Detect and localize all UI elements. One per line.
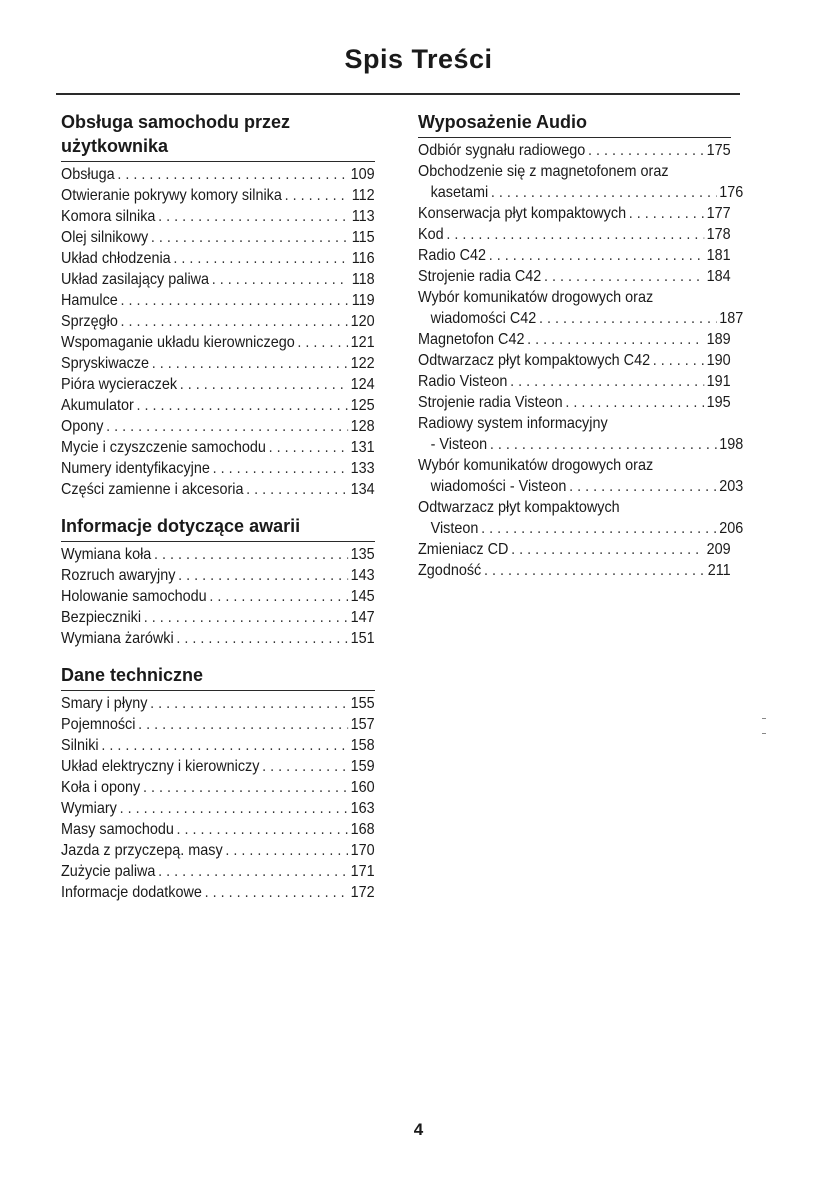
toc-entry-page: 176 <box>719 184 744 201</box>
toc-entry-strojenie-radia-visteon[interactable] <box>418 392 731 413</box>
toc-entry-title: Układ chłodzenia <box>61 250 171 267</box>
toc-entry-page: 122 <box>350 355 375 372</box>
toc-entry-page: 171 <box>350 863 375 880</box>
toc-entry-lead: Wybór komunikatów drogowych oraz <box>418 289 654 306</box>
dot-leader <box>539 308 717 329</box>
toc-entry-page: 121 <box>350 334 375 351</box>
toc-entry-title: Otwieranie pokrywy komory silnika <box>61 187 282 204</box>
dot-leader <box>653 350 704 371</box>
dot-leader <box>151 227 349 248</box>
toc-entry-spryskiwacze[interactable] <box>61 353 375 374</box>
dot-leader <box>490 434 717 455</box>
toc-entry-title: Wymiana koła <box>61 546 152 563</box>
toc-entry-page: 158 <box>350 737 375 754</box>
toc-entry-mycie-i-czyszczenie-samochodu[interactable] <box>61 437 375 458</box>
toc-entry-magnetofon-c42[interactable] <box>418 329 731 350</box>
toc-entry-zuzycie-paliwa[interactable] <box>61 861 375 882</box>
toc-entry-wiadomosci-visteon[interactable] <box>418 476 743 497</box>
toc-entry-page: 135 <box>350 546 375 563</box>
section-heading: Wyposażenie Audio <box>418 110 731 138</box>
toc-entry-title: - Visteon <box>430 436 488 453</box>
toc-entry-page: 131 <box>350 439 375 456</box>
toc-entry-wiadomosci-c42[interactable] <box>418 308 743 329</box>
toc-entry-page: 124 <box>350 376 375 393</box>
toc-entry-title: Komora silnika <box>61 208 156 225</box>
toc-entry-title: Olej silnikowy <box>61 229 149 246</box>
toc-entry-title: Masy samochodu <box>61 821 174 838</box>
toc-entry-title: Silniki <box>61 737 99 754</box>
dot-leader <box>150 693 348 714</box>
toc-entry-title: Wspomaganie układu kierowniczego <box>61 334 295 351</box>
toc-entry-uklad-elektryczny-i-kierowniczy[interactable] <box>61 756 375 777</box>
toc-entry-page: 113 <box>351 208 375 225</box>
toc-entry-lead: Odtwarzacz płyt kompaktowych <box>418 499 620 516</box>
toc-entry-page: 175 <box>706 142 731 159</box>
toc-entry-title: Smary i płyny <box>61 695 148 712</box>
toc-entry-title: Opony <box>61 418 104 435</box>
dot-leader <box>176 628 348 649</box>
toc-entry-sprzeglo[interactable] <box>61 311 375 332</box>
toc-entry-page: 145 <box>350 588 375 605</box>
right-column <box>418 110 744 581</box>
toc-entry-title: Zmieniacz CD <box>418 541 509 558</box>
toc-entry-kod[interactable] <box>418 224 731 245</box>
toc-entry-page: 133 <box>350 460 375 477</box>
toc-entry-title: Koła i opony <box>61 779 141 796</box>
dot-leader <box>205 882 348 903</box>
dot-leader <box>262 756 348 777</box>
toc-entry-visteon[interactable] <box>418 518 743 539</box>
toc-entry-page: 115 <box>351 229 375 246</box>
dot-leader <box>510 371 704 392</box>
toc-entry-title: Kod <box>418 226 444 243</box>
toc-entry-page: 189 <box>706 331 731 348</box>
toc-entry-holowanie-samochodu[interactable] <box>61 586 375 607</box>
toc-entry-page: 203 <box>719 478 744 495</box>
dot-leader <box>446 224 704 245</box>
toc-entry-odbior-sygnalu-radiowego[interactable] <box>418 140 731 161</box>
toc-entry-page: 159 <box>350 758 375 775</box>
toc-entry-page: 160 <box>350 779 375 796</box>
margin-mark <box>762 733 766 734</box>
dot-leader <box>106 416 348 437</box>
toc-entry-czesci-zamienne-i-akcesoria[interactable] <box>61 479 375 500</box>
toc-entry-uklad-chlodzenia[interactable] <box>61 248 375 269</box>
toc-entry-kola-i-opony[interactable] <box>61 777 375 798</box>
toc-entry-page: 134 <box>350 481 375 498</box>
dot-leader <box>297 332 348 353</box>
page-number: 4 <box>413 1120 424 1139</box>
margin-mark <box>762 718 766 719</box>
toc-entry-title: Pojemności <box>61 716 136 733</box>
dot-leader <box>137 395 348 416</box>
toc-entry-title: Bezpieczniki <box>61 609 142 626</box>
toc-entry-page: 147 <box>350 609 375 626</box>
left-column <box>61 110 375 903</box>
toc-entry-wspomaganie-ukladu-kierowniczego[interactable] <box>61 332 375 353</box>
toc-entry-page: 181 <box>706 247 731 264</box>
toc-entry-title: Spryskiwacze <box>61 355 150 372</box>
dot-leader <box>173 248 349 269</box>
dot-leader <box>144 607 348 628</box>
dot-leader <box>158 861 348 882</box>
toc-entry-page: 112 <box>351 187 375 204</box>
dot-leader <box>565 392 704 413</box>
toc-entry-olej-silnikowy[interactable] <box>61 227 375 248</box>
toc-entry-title: Układ zasilający paliwa <box>61 271 210 288</box>
dot-leader <box>209 586 348 607</box>
toc-entry-page: 172 <box>350 884 375 901</box>
toc-entry-title: Odbiór sygnału radiowego <box>418 142 586 159</box>
dot-leader <box>527 329 704 350</box>
toc-entry-page: 184 <box>706 268 731 285</box>
toc-entry-smary-i-plyny[interactable] <box>61 693 375 714</box>
toc-entry-numery-identyfikacyjne[interactable] <box>61 458 375 479</box>
section-heading: Obsługa samochodu przez użytkownika <box>61 110 375 162</box>
toc-entry-lead: Wybór komunikatów drogowych oraz <box>418 457 654 474</box>
toc-entry-title: Visteon <box>430 520 479 537</box>
dot-leader <box>143 777 348 798</box>
toc-entry-page: 116 <box>351 250 375 267</box>
toc-entry-page: 177 <box>706 205 731 222</box>
toc-entry-piora-wycieraczek[interactable] <box>61 374 375 395</box>
toc-entry-page: 190 <box>706 352 731 369</box>
toc-entry-page: 125 <box>350 397 375 414</box>
dot-leader <box>177 819 348 840</box>
toc-entry-title: Radio C42 <box>418 247 487 264</box>
toc-entry-page: 198 <box>719 436 744 453</box>
toc-entry-page: 118 <box>351 271 375 288</box>
dot-leader <box>285 185 349 206</box>
dot-leader <box>629 203 704 224</box>
toc-entry-page: 178 <box>706 226 731 243</box>
toc-entry-bezpieczniki[interactable] <box>61 607 375 628</box>
page-title: Spis Treści <box>344 44 493 74</box>
toc-entry-title: Holowanie samochodu <box>61 588 207 605</box>
dot-leader <box>491 182 717 203</box>
toc-entry-title: Wymiary <box>61 800 117 817</box>
toc-entry-zgodnosc[interactable] <box>418 560 731 581</box>
toc-entry-page: 151 <box>350 630 375 647</box>
toc-entry-title: Magnetofon C42 <box>418 331 525 348</box>
toc-entry-uklad-zasilajacy-paliwa[interactable] <box>61 269 375 290</box>
toc-entry-title: wiadomości C42 <box>430 310 537 327</box>
toc-entry-title: Hamulce <box>61 292 118 309</box>
dot-leader <box>225 840 348 861</box>
toc-entry-lead: Obchodzenie się z magnetofonem oraz <box>418 163 669 180</box>
toc-entry-silniki[interactable] <box>61 735 375 756</box>
toc-entry-title: Numery identyfikacyjne <box>61 460 210 477</box>
toc-entry-hamulce[interactable] <box>61 290 375 311</box>
dot-leader <box>158 206 349 227</box>
toc-entry-masy-samochodu[interactable] <box>61 819 375 840</box>
toc-entry-zmieniacz-cd[interactable] <box>418 539 731 560</box>
toc-entry-page: 209 <box>706 541 731 558</box>
toc-entry-otwieranie-pokrywy-komory-silnika[interactable] <box>61 185 375 206</box>
toc-entry-title: Konserwacja płyt kompaktowych <box>418 205 627 222</box>
toc-entry-title: Sprzęgło <box>61 313 118 330</box>
toc-entry-title: wiadomości - Visteon <box>430 478 567 495</box>
toc-entry-page: 187 <box>719 310 744 327</box>
toc-entry-wymiana-kola[interactable] <box>61 544 375 565</box>
toc-entry-wymiana-zarowki[interactable] <box>61 628 375 649</box>
toc-entry-radio-c42[interactable] <box>418 245 731 266</box>
toc-entry-konserwacja-plyt-kompaktowych[interactable] <box>418 203 731 224</box>
dot-leader <box>178 565 348 586</box>
dot-leader <box>588 140 704 161</box>
dot-leader <box>138 714 348 735</box>
toc-entry-page: 128 <box>350 418 375 435</box>
toc-entry-title: Informacje dodatkowe <box>61 884 202 901</box>
toc-entry-informacje-dodatkowe[interactable] <box>61 882 375 903</box>
toc-entry-pojemnosci[interactable] <box>61 714 375 735</box>
toc-entry-title: Strojenie radia Visteon <box>418 394 563 411</box>
toc-entry-page: 195 <box>706 394 731 411</box>
toc-entry-page: 168 <box>350 821 375 838</box>
dot-leader <box>180 374 348 395</box>
toc-entry-page: 109 <box>350 166 375 183</box>
toc-entry-kasetami[interactable] <box>418 182 743 203</box>
dot-leader <box>213 458 348 479</box>
dot-leader <box>481 518 716 539</box>
dot-leader <box>121 311 348 332</box>
toc-entry-page: 119 <box>351 292 375 309</box>
dot-leader <box>120 798 348 819</box>
dot-leader <box>212 269 349 290</box>
dot-leader <box>121 290 349 311</box>
toc-entry-title: Obsługa <box>61 166 115 183</box>
toc-entry-title: Radio Visteon <box>418 373 508 390</box>
toc-entry-title: Odtwarzacz płyt kompaktowych C42 <box>418 352 651 369</box>
toc-entry-page: 170 <box>350 842 375 859</box>
toc-entry-title: Pióra wycieraczek <box>61 376 178 393</box>
title-divider <box>56 93 740 95</box>
toc-entry-obsluga[interactable] <box>61 164 375 185</box>
dot-leader <box>246 479 348 500</box>
dot-leader <box>569 476 716 497</box>
toc-entry-title: Zgodność <box>418 562 482 579</box>
toc-entry-title: Wymiana żarówki <box>61 630 174 647</box>
toc-entry-title: Układ elektryczny i kierowniczy <box>61 758 260 775</box>
toc-entry-page: 163 <box>350 800 375 817</box>
dot-leader <box>269 437 348 458</box>
toc-entry-visteon[interactable] <box>418 434 743 455</box>
dot-leader <box>117 164 348 185</box>
toc-entry-jazda-z-przyczepa-masy[interactable] <box>61 840 375 861</box>
dot-leader <box>511 539 704 560</box>
toc-entry-radio-visteon[interactable] <box>418 371 731 392</box>
toc-entry-title: Rozruch awaryjny <box>61 567 176 584</box>
toc-entry-title: Zużycie paliwa <box>61 863 156 880</box>
toc-entry-page: 206 <box>719 520 744 537</box>
toc-entry-rozruch-awaryjny[interactable] <box>61 565 375 586</box>
toc-entry-wymiary[interactable] <box>61 798 375 819</box>
dot-leader <box>154 544 348 565</box>
toc-entry-komora-silnika[interactable] <box>61 206 375 227</box>
toc-entry-page: 157 <box>350 716 375 733</box>
toc-entry-page: 143 <box>350 567 375 584</box>
dot-leader <box>489 245 704 266</box>
toc-entry-opony[interactable] <box>61 416 375 437</box>
toc-entry-page: 155 <box>350 695 375 712</box>
toc-entry-title: Części zamienne i akcesoria <box>61 481 244 498</box>
toc-entry-title: Strojenie radia C42 <box>418 268 542 285</box>
toc-entry-strojenie-radia-c42[interactable] <box>418 266 731 287</box>
toc-entry-page: 120 <box>350 313 375 330</box>
dot-leader <box>484 560 705 581</box>
section-heading: Dane techniczne <box>61 663 375 691</box>
dot-leader <box>544 266 704 287</box>
dot-leader <box>152 353 348 374</box>
toc-entry-odtwarzacz-plyt-kompaktowych-c42[interactable] <box>418 350 731 371</box>
toc-entry-title: Akumulator <box>61 397 134 414</box>
dot-leader <box>101 735 348 756</box>
toc-entry-lead: Radiowy system informacyjny <box>418 415 608 432</box>
toc-entry-title: Mycie i czyszczenie samochodu <box>61 439 266 456</box>
toc-entry-page: 211 <box>707 562 731 579</box>
section-heading: Informacje dotyczące awarii <box>61 514 375 542</box>
toc-entry-title: Jazda z przyczepą. masy <box>61 842 223 859</box>
toc-entry-title: kasetami <box>430 184 489 201</box>
toc-entry-akumulator[interactable] <box>61 395 375 416</box>
toc-entry-page: 191 <box>706 373 731 390</box>
